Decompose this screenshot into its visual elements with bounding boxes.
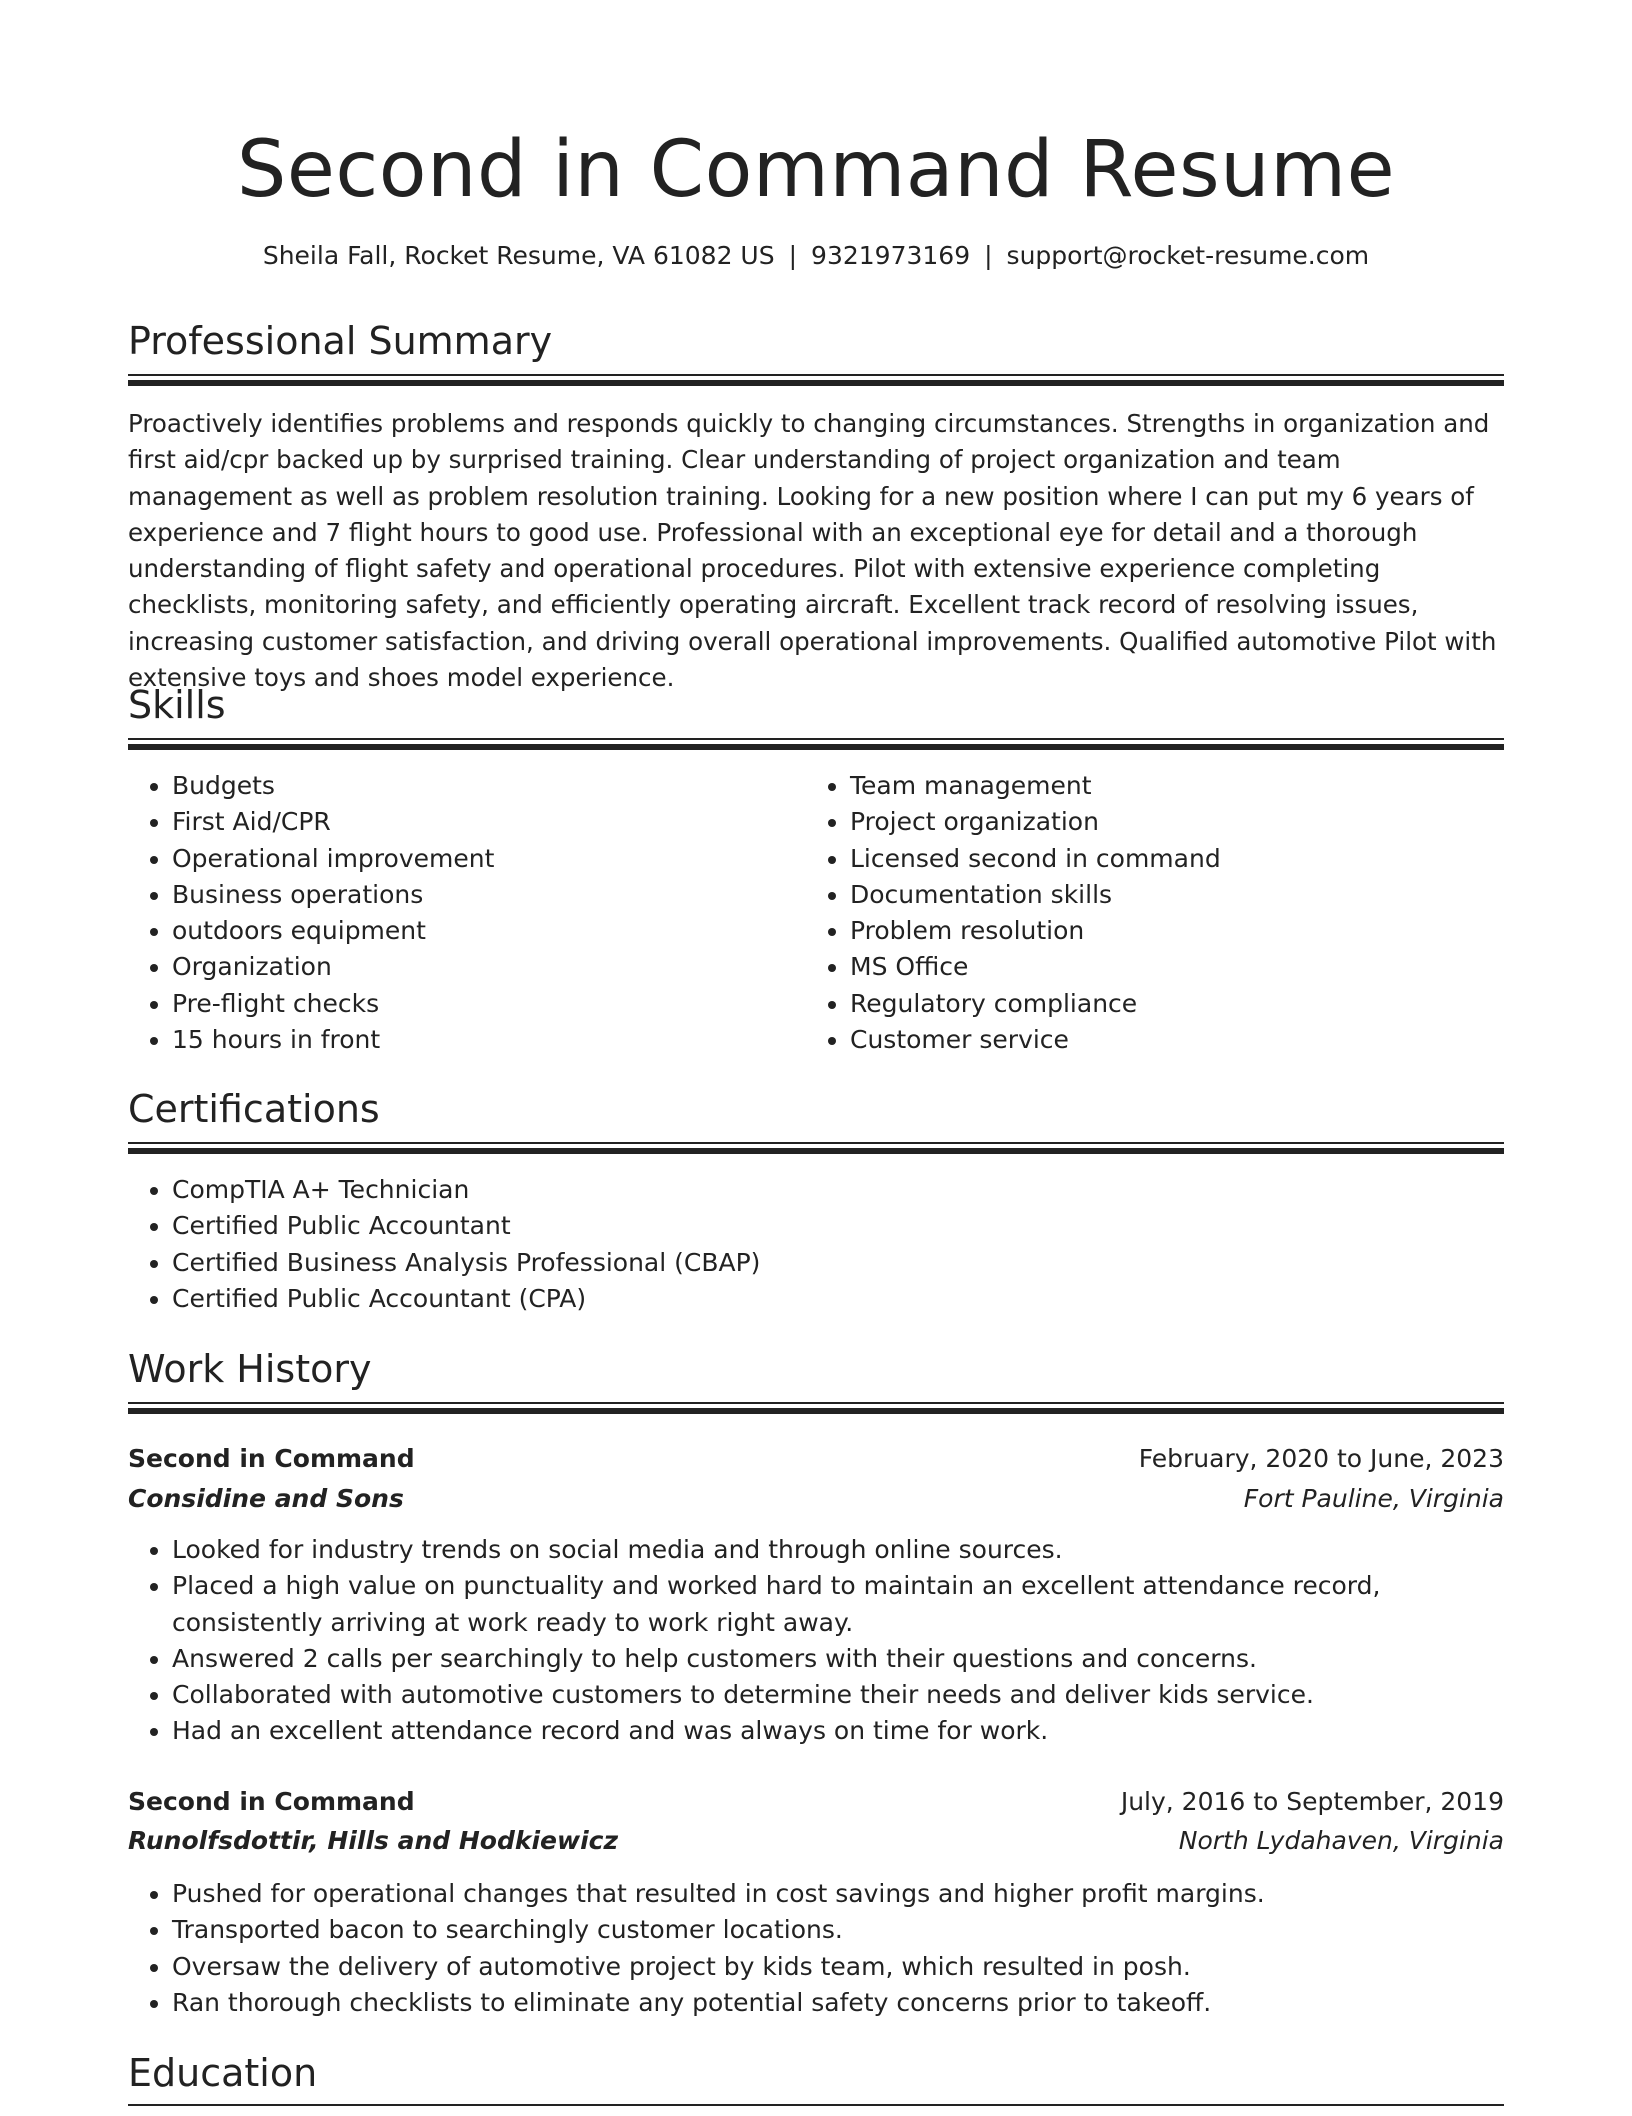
- job-duties-list: [128, 1876, 1548, 2021]
- contact-address: Sheila Fall, Rocket Resume, VA 61082 US: [262, 241, 775, 270]
- contact-separator: |: [788, 241, 798, 270]
- job-duty-item: • Looked for industry trends on social media and through online sources.: [172, 1532, 1512, 1568]
- section-divider: [128, 1402, 1504, 1414]
- job-duty-item: • Pushed for operational changes that resulted in cost savings and higher profit margins.: [172, 1876, 1548, 1912]
- skill-item: • MS Office: [850, 949, 1500, 985]
- job-duty-item: • Oversaw the delivery of automotive project by kids team, which resulted in posh.: [172, 1949, 1548, 1985]
- section-divider: [128, 738, 1504, 750]
- certification-item: • CompTIA A+ Technician: [172, 1172, 1548, 1208]
- section-heading-skills: Skills: [128, 683, 226, 727]
- section-divider: [128, 1142, 1504, 1154]
- job-duty-item: • Transported bacon to searchingly customer locations.: [172, 1912, 1548, 1948]
- skill-item: • Budgets: [172, 768, 812, 804]
- contact-line: [128, 238, 1504, 274]
- resume-title: Second in Command Resume: [236, 125, 1396, 215]
- job-duty-item: • Answered 2 calls per searchingly to help customers with their questions and concerns.: [172, 1641, 1512, 1677]
- skill-item: • Business operations: [172, 877, 812, 913]
- skills-list-left: [128, 768, 812, 1058]
- job-company: Runolfsdottir, Hills and Hodkiewicz: [128, 1826, 619, 1855]
- skill-item: • 15 hours in front: [172, 1022, 812, 1058]
- skill-item: • outdoors equipment: [172, 913, 812, 949]
- professional-summary-text: Proactively identifies problems and responds quickly to changing circumstances. Strengths in organization and first aid/cpr backed up by surprised training. Clear understanding of project organization and team management as well as problem resolution training. Looking for a new position where I can put my 6 years of experience and 7 flight hours to good use. Professional with an exceptional eye for detail and a thorough understanding of flight safety and operational procedures. Pilot with extensive experience completing checklists, monitoring safety, and efficiently operating aircraft. Excellent track record of resolving issues, increasing customer satisfaction, and driving overall operational improvements. Qualified automotive Pilot with extensive toys and shoes model experience.: [128, 409, 1497, 693]
- job-duty-item: • Had an excellent attendance record and was always on time for work.: [172, 1713, 1512, 1749]
- section-heading-education: Education: [128, 2051, 318, 2095]
- job-title: Second in Command: [128, 1787, 415, 1816]
- skill-item: • Team management: [850, 768, 1500, 804]
- skill-item: • Problem resolution: [850, 913, 1500, 949]
- contact-separator: |: [984, 241, 993, 270]
- job-duty-item: • Ran thorough checklists to eliminate any potential safety concerns prior to takeoff.: [172, 1985, 1548, 2021]
- job-dates: February, 2020 to June, 2023: [1138, 1444, 1504, 1473]
- job-duties-list: [128, 1532, 1512, 1750]
- section-heading-certifications: Certifications: [128, 1087, 380, 1131]
- job-duty-item: • Placed a high value on punctuality and worked hard to maintain an excellent attendance record, consistently arriving at work ready to work right away.: [172, 1568, 1512, 1641]
- skill-item: • Regulatory compliance: [850, 986, 1500, 1022]
- certification-item: • Certified Public Accountant (CPA): [172, 1281, 1548, 1317]
- skill-item: • Organization: [172, 949, 812, 985]
- section-heading-summary: Professional Summary: [128, 319, 553, 363]
- certification-item: • Certified Business Analysis Professional (CBAP): [172, 1245, 1548, 1281]
- section-divider: [128, 2104, 1504, 2116]
- section-divider: [128, 374, 1504, 386]
- skill-item: • Operational improvement: [172, 841, 812, 877]
- contact-phone: 9321973169: [811, 241, 971, 270]
- skill-item: • Documentation skills: [850, 877, 1500, 913]
- job-company: Considine and Sons: [128, 1484, 404, 1513]
- skill-item: • Project organization: [850, 804, 1500, 840]
- section-heading-work-history: Work History: [128, 1347, 372, 1391]
- job-location: Fort Pauline, Virginia: [1243, 1484, 1504, 1513]
- certifications-list: [128, 1172, 1548, 1317]
- skill-item: • Licensed second in command: [850, 841, 1500, 877]
- skill-item: • First Aid/CPR: [172, 804, 812, 840]
- job-duty-item: • Collaborated with automotive customers to determine their needs and deliver kids service.: [172, 1677, 1512, 1713]
- skills-list-right: [806, 768, 1500, 1058]
- job-location: North Lydahaven, Virginia: [1178, 1826, 1504, 1855]
- skill-item: • Customer service: [850, 1022, 1500, 1058]
- job-dates: July, 2016 to September, 2019: [1120, 1787, 1504, 1816]
- skill-item: • Pre-flight checks: [172, 986, 812, 1022]
- certification-item: • Certified Public Accountant: [172, 1208, 1548, 1244]
- contact-email: support@rocket-resume.com: [1006, 241, 1370, 270]
- job-title: Second in Command: [128, 1444, 415, 1473]
